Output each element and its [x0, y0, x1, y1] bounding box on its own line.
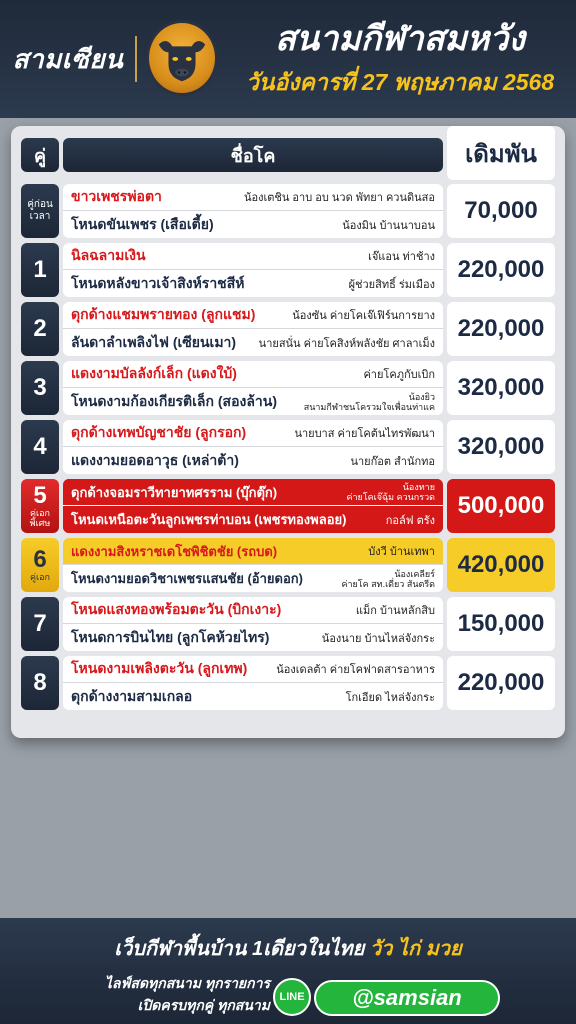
bull-b-name: โหนดการบินไทย (ลูกโคห้วยไทร) [71, 628, 270, 645]
stake-amount: 150,000 [447, 597, 555, 651]
match-number-value: 2 [33, 315, 47, 342]
stake-amount: 220,000 [447, 656, 555, 710]
bull-b-owner: น้องนาย บ้านไหล่จังกระ [321, 632, 435, 645]
header [0, 0, 576, 118]
owner-line-2: ค่ายโคเจ๊ฉุ้ม ควนกรวด [346, 492, 435, 502]
match-number [21, 597, 59, 651]
bull-b-name: โหนดขันเพชร (เสือเตี้ย) [71, 215, 214, 232]
bull-a-owner: นายบาส ค่ายโคต้นไทรพัฒนา [294, 428, 435, 440]
match-names [63, 479, 443, 533]
bull-a-name: ดุกด้างจอมราวีทายาทศรราม (บุ๊กตุ๊ก) [71, 484, 278, 500]
match-row [21, 361, 555, 415]
stake-amount: 500,000 [447, 479, 555, 533]
match-row [21, 243, 555, 297]
match-tag: คู่ก่อน เวลา [27, 199, 53, 222]
match-number [21, 361, 59, 415]
match-number [21, 538, 59, 592]
match-tag: คู่เอก พิเศษ [29, 508, 51, 528]
bull-a-owner: บังวี บ้านเทพา [368, 546, 435, 558]
match-number-value: 7 [33, 610, 47, 637]
owner-line-1: น้องทาย [402, 482, 435, 492]
match-number [21, 243, 59, 297]
bull-a-name: โหนดงามเพลิงตะวัน (ลูกเทพ) [71, 660, 248, 676]
stake-amount: 220,000 [447, 243, 555, 297]
bull-b-name: โหนดหลังขาวเจ้าสิงห์ราชสีห์ [71, 274, 245, 291]
match-row [21, 597, 555, 651]
bull-b-owner: นายสนั่น ค่ายโคสิงห์พลังชัย ศาลาเม็ง [258, 337, 435, 350]
bull-b-owner: กอล์ฟ ตรัง [385, 514, 435, 527]
match-names [63, 184, 443, 238]
bull-b-name: โหนดงามก้องเกียรติเล็ก (สองล้าน) [71, 392, 277, 409]
match-tag: คู่เอก [30, 572, 50, 582]
line-app-icon[interactable]: LINE [273, 978, 311, 1016]
bull-a-name: นิลฉลามเงิน [71, 247, 146, 263]
owner-line-1: น้องยิว [408, 391, 435, 402]
owner-line-2: สนามกีฬาชนโครวมใจเพื่อนท่าแค [303, 401, 435, 412]
bull-a-name: แดงงามสิงหราชเดโชพิชิตชัย (รถบด) [71, 543, 278, 559]
match-number-value: 3 [33, 374, 47, 401]
match-number-value: 4 [33, 433, 47, 460]
bull-b-name: ลันดาลำเพลิงไฟ (เซียนเมา) [71, 333, 237, 350]
logo-divider [135, 36, 137, 82]
bull-a-name: ดุกด้างแชมพรายทอง (ลูกแชม) [71, 306, 256, 322]
bull-b-owner: โกเอียด ไหล่จังกระ [345, 691, 435, 704]
bull-a-name: โหนดแสงทองพร้อมตะวัน (บิกเงาะ) [71, 601, 282, 617]
tagline-live: ไลฟ์สดทุกสนาม ทุกรายการ [104, 975, 270, 991]
match-row-main [21, 538, 555, 592]
match-row-special [21, 479, 555, 533]
bull-a-name: ขาวเพชรพ่อตา [71, 188, 162, 204]
owner-line-2: ค่ายโค สท.เดี่ยว สันตรีด [341, 578, 435, 589]
bull-b-owner: นายก๊อต สำนักทอ [350, 455, 435, 468]
match-number-value: 5 [33, 482, 47, 509]
bull-b-owner: น้องมิน บ้านนาบอน [342, 219, 435, 232]
bull-b-owner [341, 569, 435, 589]
stake-amount: 420,000 [447, 538, 555, 592]
stake-amount: 320,000 [447, 420, 555, 474]
bull-b-name: ดุกด้างงามสามเกลอ [71, 687, 193, 704]
bull-a-owner: น้องเตชิน อาบ อบ นวด พัทยา ควนดินสอ [243, 192, 435, 204]
page-title: สนามกีฬาสมหวัง [275, 20, 525, 58]
match-names [63, 243, 443, 297]
column-header-stake: เดิมพัน [447, 126, 555, 180]
bull-icon [146, 20, 218, 96]
bull-b-owner [304, 392, 435, 412]
bull-a-owner: แม็ก บ้านหลักสิบ [355, 605, 435, 617]
stake-amount: 320,000 [447, 361, 555, 415]
match-names [63, 361, 443, 415]
bull-b-name: โหนดงามยอดวิชาเพชรแสนชัย (อ้ายดอก) [71, 571, 303, 586]
match-number-value: 1 [33, 256, 47, 283]
tagline-open: เปิดครบทุกคู่ ทุกสนาม [137, 997, 270, 1013]
match-number-value: 6 [33, 546, 47, 573]
owner-line-1: น้องเคลียร์ [394, 568, 435, 579]
match-row [21, 302, 555, 356]
match-table [11, 126, 565, 738]
bull-a-owner [346, 482, 435, 502]
slogan-main: เว็บกีฬาพื้นบ้าน 1เดียวในไทย [114, 938, 370, 960]
bull-b-name: แดงงามยอดอาวุธ (เหล่าต้า) [71, 451, 239, 468]
column-header-names: ชื่อโค [63, 138, 443, 172]
stake-amount: 220,000 [447, 302, 555, 356]
slogan-highlight: วัว ไก่ มวย [369, 938, 462, 960]
match-row [21, 420, 555, 474]
match-number [21, 184, 59, 238]
bull-a-owner: น้องเดลต้า ค่ายโคฟาดสารอาหาร [276, 664, 435, 676]
match-number-value: 8 [33, 669, 47, 696]
bull-a-owner: เจ๊แอน ท่าช้าง [368, 251, 435, 263]
match-names [63, 656, 443, 710]
match-names [63, 538, 443, 592]
match-row [21, 184, 555, 238]
column-header-pair: คู่ [21, 138, 59, 172]
brand-logo: สามเซียน [12, 43, 124, 74]
bull-a-owner: ค่ายโคภูกับเบิก [363, 369, 435, 381]
match-names [63, 420, 443, 474]
match-names [63, 597, 443, 651]
line-handle-button[interactable]: @samsian [314, 980, 500, 1016]
match-number [21, 302, 59, 356]
stake-amount: 70,000 [447, 184, 555, 238]
bull-a-name: แดงงามบัลลังก์เล็ก (แดงใบ้) [71, 365, 237, 381]
match-number [21, 656, 59, 710]
match-row [21, 656, 555, 710]
bull-a-name: ดุกด้างเทพบัญชาชัย (ลูกรอก) [71, 424, 247, 440]
footer [0, 918, 576, 1024]
match-number [21, 420, 59, 474]
match-names [63, 302, 443, 356]
match-number [21, 479, 59, 533]
bull-b-owner: ผู้ช่วยสิทธิ์ ร่มเมือง [348, 278, 435, 291]
event-date: วันอังคารที่ 27 พฤษภาคม 2568 [245, 69, 555, 95]
slogan [0, 932, 576, 966]
bull-b-name: โหนดเหนือตะวันลูกเพชรท่าบอน (เพชรทองพลอย) [71, 512, 347, 527]
bull-a-owner: น้องซัน ค่ายโคเจ๊เฟิร์นการยาง [292, 310, 435, 322]
